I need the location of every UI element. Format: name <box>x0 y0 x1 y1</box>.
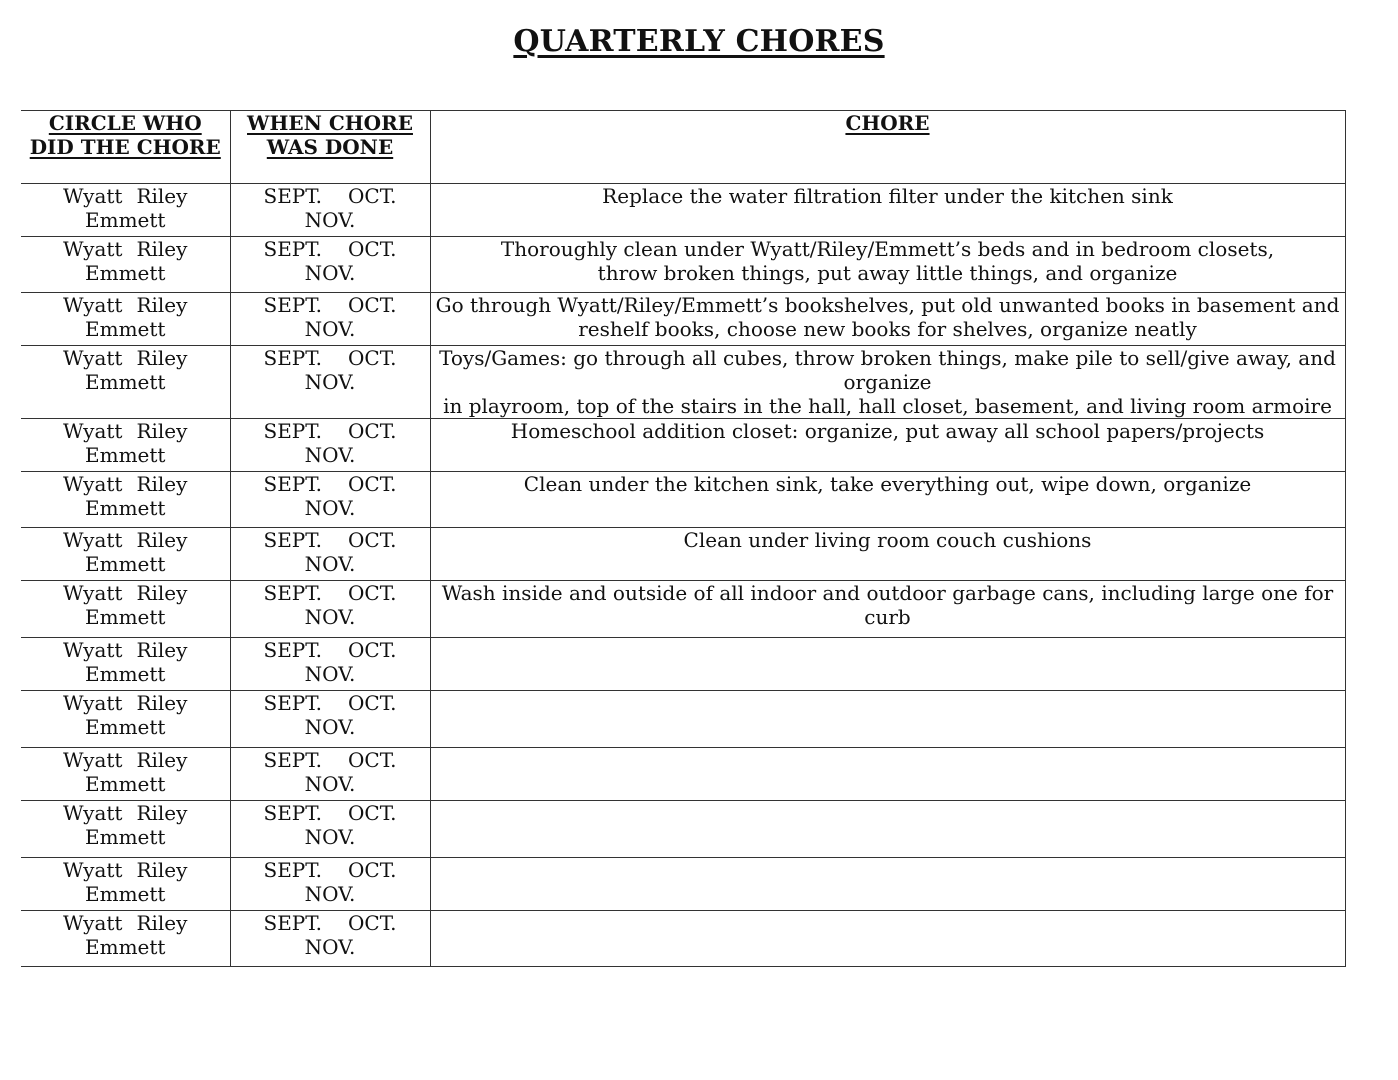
who-line-1 <box>25 472 226 496</box>
who-cell[interactable] <box>21 801 230 858</box>
name-emmett[interactable]: Emmett <box>85 370 166 394</box>
who-cell[interactable] <box>21 858 230 911</box>
month-sept[interactable]: SEPT. <box>263 184 323 208</box>
name-emmett[interactable]: Emmett <box>85 605 166 629</box>
when-line-1 <box>235 293 426 317</box>
month-oct[interactable]: OCT. <box>348 237 397 261</box>
who-line-2 <box>25 496 226 520</box>
when-line-2 <box>235 772 426 796</box>
when-line-2 <box>235 715 426 739</box>
when-line-1 <box>235 184 426 208</box>
when-line-1 <box>235 581 426 605</box>
month-oct[interactable]: OCT. <box>348 911 397 935</box>
name-wyatt[interactable]: Wyatt <box>63 748 123 772</box>
name-wyatt[interactable]: Wyatt <box>63 472 123 496</box>
chore-cell <box>430 528 1345 581</box>
who-line-1 <box>25 638 226 662</box>
when-line-1 <box>235 858 426 882</box>
name-wyatt[interactable]: Wyatt <box>63 858 123 882</box>
who-line-2 <box>25 715 226 739</box>
table-row <box>21 581 1345 638</box>
who-line-2 <box>25 317 226 341</box>
page-title: QUARTERLY CHORES <box>513 24 885 59</box>
name-emmett[interactable]: Emmett <box>85 935 166 959</box>
month-nov[interactable]: NOV. <box>304 715 356 739</box>
when-cell[interactable] <box>230 638 430 691</box>
when-line-1 <box>235 237 426 261</box>
name-emmett[interactable]: Emmett <box>85 496 166 520</box>
who-line-1 <box>25 237 226 261</box>
name-wyatt[interactable]: Wyatt <box>63 346 123 370</box>
month-oct[interactable]: OCT. <box>348 801 397 825</box>
when-line-2 <box>235 552 426 576</box>
name-emmett[interactable]: Emmett <box>85 882 166 906</box>
who-line-2 <box>25 261 226 285</box>
name-riley[interactable]: Riley <box>136 184 188 208</box>
name-emmett[interactable]: Emmett <box>85 208 166 232</box>
when-line-2 <box>235 825 426 849</box>
name-wyatt[interactable]: Wyatt <box>63 801 123 825</box>
when-line-1 <box>235 346 426 370</box>
who-line-2 <box>25 370 226 394</box>
who-line-2 <box>25 825 226 849</box>
when-cell[interactable] <box>230 528 430 581</box>
when-cell[interactable] <box>230 346 430 419</box>
header-row <box>21 111 1345 184</box>
when-line-2 <box>235 882 426 906</box>
who-cell[interactable] <box>21 911 230 967</box>
table-row <box>21 858 1345 911</box>
month-sept[interactable]: SEPT. <box>263 638 323 662</box>
month-nov[interactable]: NOV. <box>304 935 356 959</box>
when-line-2 <box>235 208 426 232</box>
when-line-2 <box>235 261 426 285</box>
month-oct[interactable]: OCT. <box>348 638 397 662</box>
name-riley[interactable]: Riley <box>136 638 188 662</box>
who-line-1 <box>25 419 226 443</box>
name-wyatt[interactable]: Wyatt <box>63 237 123 261</box>
month-nov[interactable]: NOV. <box>304 208 356 232</box>
who-cell[interactable] <box>21 638 230 691</box>
when-cell[interactable] <box>230 801 430 858</box>
when-cell[interactable] <box>230 472 430 528</box>
who-line-2 <box>25 443 226 467</box>
chores-table <box>21 110 1346 967</box>
header-when: WHEN CHORE WAS DONE <box>230 111 430 184</box>
when-line-1 <box>235 419 426 443</box>
who-line-1 <box>25 801 226 825</box>
month-oct[interactable]: OCT. <box>348 184 397 208</box>
who-line-1 <box>25 528 226 552</box>
when-cell[interactable] <box>230 184 430 237</box>
who-cell[interactable] <box>21 528 230 581</box>
month-nov[interactable]: NOV. <box>304 317 356 341</box>
month-sept[interactable]: SEPT. <box>263 748 323 772</box>
when-cell[interactable] <box>230 581 430 638</box>
month-nov[interactable]: NOV. <box>304 825 356 849</box>
table-row <box>21 748 1345 801</box>
name-wyatt[interactable]: Wyatt <box>63 528 123 552</box>
month-nov[interactable]: NOV. <box>304 662 356 686</box>
chore-text: Wash inside and outside of all indoor and outdoor garbage cans, including large one for curb <box>441 581 1334 629</box>
table-row <box>21 528 1345 581</box>
who-line-1 <box>25 581 226 605</box>
when-line-2 <box>235 605 426 629</box>
name-riley[interactable]: Riley <box>136 691 188 715</box>
when-cell[interactable] <box>230 419 430 472</box>
who-cell[interactable] <box>21 419 230 472</box>
name-wyatt[interactable]: Wyatt <box>63 184 123 208</box>
month-nov[interactable]: NOV. <box>304 882 356 906</box>
chore-cell <box>430 638 1345 691</box>
chore-cell <box>430 801 1345 858</box>
month-nov[interactable]: NOV. <box>304 370 356 394</box>
month-oct[interactable]: OCT. <box>348 858 397 882</box>
who-cell[interactable] <box>21 691 230 748</box>
who-cell[interactable] <box>21 581 230 638</box>
chore-text: Clean under the kitchen sink, take everything out, wipe down, organize <box>523 472 1252 496</box>
who-line-1 <box>25 293 226 317</box>
table-row <box>21 184 1345 237</box>
chore-text: Homeschool addition closet: organize, put away all school papers/projects <box>510 419 1265 443</box>
table-row <box>21 691 1345 748</box>
table-row <box>21 346 1345 419</box>
chore-cell <box>430 911 1345 967</box>
name-wyatt[interactable]: Wyatt <box>63 419 123 443</box>
chore-cell <box>430 293 1345 346</box>
name-emmett[interactable]: Emmett <box>85 772 166 796</box>
who-cell[interactable] <box>21 237 230 293</box>
who-line-2 <box>25 772 226 796</box>
month-sept[interactable]: SEPT. <box>263 237 323 261</box>
month-oct[interactable]: OCT. <box>348 691 397 715</box>
month-oct[interactable]: OCT. <box>348 419 397 443</box>
chore-cell <box>430 419 1345 472</box>
name-riley[interactable]: Riley <box>136 419 188 443</box>
chore-text: Clean under living room couch cushions <box>683 528 1092 552</box>
when-cell[interactable] <box>230 911 430 967</box>
who-cell[interactable] <box>21 184 230 237</box>
who-line-2 <box>25 935 226 959</box>
month-oct[interactable]: OCT. <box>348 346 397 370</box>
table-row <box>21 419 1345 472</box>
chore-cell <box>430 691 1345 748</box>
who-line-1 <box>25 691 226 715</box>
name-riley[interactable]: Riley <box>136 581 188 605</box>
who-line-1 <box>25 346 226 370</box>
name-riley[interactable]: Riley <box>136 801 188 825</box>
name-emmett[interactable]: Emmett <box>85 825 166 849</box>
table-row <box>21 293 1345 346</box>
when-line-1 <box>235 638 426 662</box>
name-riley[interactable]: Riley <box>136 346 188 370</box>
when-line-2 <box>235 317 426 341</box>
table-row <box>21 472 1345 528</box>
when-line-1 <box>235 911 426 935</box>
chore-text: Thoroughly clean under Wyatt/Riley/Emmett’s beds and in bedroom closets, throw broken things, put away little things, and organize <box>500 237 1275 285</box>
chore-rows <box>21 184 1345 967</box>
table-row <box>21 911 1345 967</box>
month-nov[interactable]: NOV. <box>304 772 356 796</box>
name-emmett[interactable]: Emmett <box>85 443 166 467</box>
chore-cell <box>430 184 1345 237</box>
name-emmett[interactable]: Emmett <box>85 662 166 686</box>
when-line-1 <box>235 528 426 552</box>
month-sept[interactable]: SEPT. <box>263 293 323 317</box>
month-sept[interactable]: SEPT. <box>263 691 323 715</box>
name-wyatt[interactable]: Wyatt <box>63 911 123 935</box>
name-wyatt[interactable]: Wyatt <box>63 638 123 662</box>
who-line-1 <box>25 858 226 882</box>
name-riley[interactable]: Riley <box>136 293 188 317</box>
when-cell[interactable] <box>230 293 430 346</box>
who-line-1 <box>25 911 226 935</box>
table-row <box>21 801 1345 858</box>
month-nov[interactable]: NOV. <box>304 443 356 467</box>
month-sept[interactable]: SEPT. <box>263 472 323 496</box>
who-line-2 <box>25 605 226 629</box>
month-nov[interactable]: NOV. <box>304 552 356 576</box>
when-line-1 <box>235 691 426 715</box>
month-sept[interactable]: SEPT. <box>263 528 323 552</box>
name-riley[interactable]: Riley <box>136 528 188 552</box>
month-oct[interactable]: OCT. <box>348 528 397 552</box>
table-row <box>21 237 1345 293</box>
name-riley[interactable]: Riley <box>136 472 188 496</box>
name-riley[interactable]: Riley <box>136 237 188 261</box>
month-sept[interactable]: SEPT. <box>263 419 323 443</box>
name-riley[interactable]: Riley <box>136 911 188 935</box>
name-wyatt[interactable]: Wyatt <box>63 581 123 605</box>
chore-cell <box>430 581 1345 638</box>
month-sept[interactable]: SEPT. <box>263 346 323 370</box>
month-nov[interactable]: NOV. <box>304 605 356 629</box>
month-oct[interactable]: OCT. <box>348 293 397 317</box>
who-cell[interactable] <box>21 346 230 419</box>
who-line-1 <box>25 748 226 772</box>
name-riley[interactable]: Riley <box>136 748 188 772</box>
table-row <box>21 638 1345 691</box>
chore-cell <box>430 346 1345 419</box>
month-nov[interactable]: NOV. <box>304 496 356 520</box>
when-line-1 <box>235 801 426 825</box>
who-line-1 <box>25 184 226 208</box>
month-sept[interactable]: SEPT. <box>263 858 323 882</box>
when-cell[interactable] <box>230 237 430 293</box>
month-sept[interactable]: SEPT. <box>263 801 323 825</box>
chore-text: Toys/Games: go through all cubes, throw broken things, make pile to sell/give away, and organize in playroom, top of the stairs in the hall, hall closet, basement, and living room armoire <box>439 346 1336 418</box>
when-line-1 <box>235 748 426 772</box>
who-line-2 <box>25 662 226 686</box>
header-chore: CHORE <box>430 111 1345 184</box>
chore-cell <box>430 472 1345 528</box>
when-line-2 <box>235 662 426 686</box>
header-who: CIRCLE WHO DID THE CHORE <box>21 111 230 184</box>
chore-cell <box>430 858 1345 911</box>
who-line-2 <box>25 882 226 906</box>
when-line-2 <box>235 443 426 467</box>
name-emmett[interactable]: Emmett <box>85 715 166 739</box>
when-cell[interactable] <box>230 748 430 801</box>
who-cell[interactable] <box>21 748 230 801</box>
month-nov[interactable]: NOV. <box>304 261 356 285</box>
month-oct[interactable]: OCT. <box>348 748 397 772</box>
chore-cell <box>430 748 1345 801</box>
name-emmett[interactable]: Emmett <box>85 552 166 576</box>
month-oct[interactable]: OCT. <box>348 581 397 605</box>
when-cell[interactable] <box>230 691 430 748</box>
chore-cell <box>430 237 1345 293</box>
who-cell[interactable] <box>21 472 230 528</box>
chore-text: Replace the water filtration filter under the kitchen sink <box>602 184 1173 208</box>
when-line-2 <box>235 370 426 394</box>
name-emmett[interactable]: Emmett <box>85 317 166 341</box>
when-line-1 <box>235 472 426 496</box>
when-cell[interactable] <box>230 858 430 911</box>
name-wyatt[interactable]: Wyatt <box>63 293 123 317</box>
month-sept[interactable]: SEPT. <box>263 581 323 605</box>
who-line-2 <box>25 208 226 232</box>
month-sept[interactable]: SEPT. <box>263 911 323 935</box>
when-line-2 <box>235 496 426 520</box>
month-oct[interactable]: OCT. <box>348 472 397 496</box>
who-cell[interactable] <box>21 293 230 346</box>
chore-text: Go through Wyatt/Riley/Emmett’s bookshelves, put old unwanted books in basement and reshelf books, choose new books for shelves, organize neatly <box>435 293 1340 341</box>
who-line-2 <box>25 552 226 576</box>
name-wyatt[interactable]: Wyatt <box>63 691 123 715</box>
when-line-2 <box>235 935 426 959</box>
name-riley[interactable]: Riley <box>136 858 188 882</box>
name-emmett[interactable]: Emmett <box>85 261 166 285</box>
